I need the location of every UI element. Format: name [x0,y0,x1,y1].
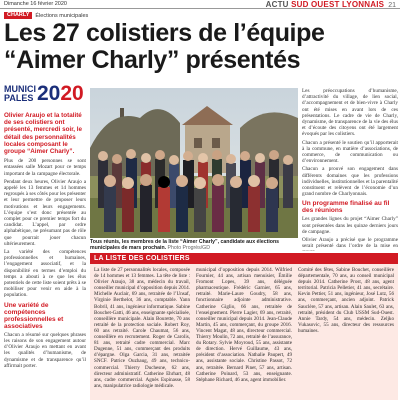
page-number: 21 [388,1,396,9]
box-column-3: Comité des fêtes, Sabine Bouchet, conseillère départementale, 70 ans, au conseil municipal depuis 2014. Catherine Prost, 48 ans, agent territorial. Patricia Pelletier, 41 ans, secrétaire. Kevin Pettier, 51 ans, ingénieur, José Lutz, 56 ans, commerçant, ancien adjoint. Patrick Sauclère, 57 ans, artisan. Alain Saulet, 63 ans, retraité, président du Club USSM Sud-Ouest. Annie Tardy, 54 ans, médecin. Zeljko Vukasovic, 55 ans, directeur des ressources humaines. [298,267,394,334]
issue-date: Dimanche 16 février 2020 [4,1,67,7]
section-wrap [266,0,396,9]
article-paragraph: Chacun a résumé sur quelques phrases les raisons de son engagement autour d’Olivier Araujo en mettant en avant les qualités d’humanisme, de dynamisme et de transparence qu’il affirmait porter. [4,331,86,369]
article-subheading: Une variété de compétences professionnelles et associatives [4,301,64,330]
article-paragraph: Plus de 200 personnes se sont entassées salle Mozart pour ce temps important de la campagne électorale. [4,158,86,177]
article-paragraph: Olivier Araujo a précisé que le programme serait présenté dans l’ordre de la mise en [302,237,398,250]
article-paragraph: Pendant deux heures, Olivier Araujo a appelé les 13 femmes et 14 hommes regroupés à ses côtés pour les présenter et leur permettre de proposer leurs motivations et leurs engagements. L’équipe s’est donc présentée au complet pour ce premier temps fort du candidat. L’appel, par ordre alphabétique, ne présumant pas de rôle que pourrait jouer chacun ultérieurement. [4,178,86,247]
rubric-label: Élections municipales [35,12,89,19]
box-column-2: municipal d’opposition depuis 2014. Wilfried Fournier, 44 ans, artisan menuisier, Émilie Fromont Lopes, 39 ans, déléguée pharmaceutique. Frédéric Garnier, 65 ans, retraité. Marie-Laure Goudry, 58 ans, fonctionnaire adjointe administrative. Catherine Giglio, 66 ans, retraitée de l’enseignement. Pierre Lagier, 69 ans, retraité, conseiller municipal depuis 2014. Jean-Claude Martin, 45 ans, commerçant, du groupe 2016. Vincent Magat, 48 ans, directeur commercial. Thierry Moulin, 72 ans, retraité de l’assurance, du Rotary. Sylvie Moyroud, 55 ans, assistante de direction. Hervé Guillaume, 43 ans, président d’association. Nathalie Paupert, 49 ans, assistante sociale. Christine Passot, 72 ans, retraitée. Bernard Pinet, 57 ans, artisan. Catherine Poinard, 53 ans, enseignante. Stéphane Richard, 46 ans, agent immobilier. [196,267,292,383]
article-paragraph: Les grandes lignes du projet “Aimer Charly” sont présentées dans les quinze derniers jours de campagne. [302,216,398,235]
article-paragraph: Chacun a présenté le soutien qu’il apporterait à la commune, en matière d’associations, de commerce, de communication ou d’environnement. [302,139,398,165]
photo-caption [90,239,298,251]
article-paragraph: Chacun a prouvé son engagement dans différents domaines que les professions individuelles, institutionnelles et la parentalité constituent et relèvent de l’économie d’un grand nombre de Charlyonnais. [302,166,398,198]
page-header [0,0,400,9]
location-tag: CHARLY [4,12,32,19]
article-column-right [302,88,398,251]
section-title: ACTU SUD OUEST LYONNAIS [265,0,385,9]
municipales-logo: MUNICI PALES 2020 [4,82,84,105]
article-paragraph: Les préoccupations d’humanisme, d’attractivité du village, de lien social, d’accompagnement et de bien-vivre à Charly ont été mises en avant lors de ces présentations. Le cadre de vie de Charly, dynamisme, de transparence de la vie des élus et d’écoute des citoyens ont été largement évoqués par les colistiers. [302,88,398,138]
article-paragraph: La variété des compétences professionnelles et humaines, l’engagement associatif, et la disponibilité en termes d’emploi du temps a abouti à ce que les élus potentiels de cette liste soient prêts à se mobiliser pour venir en aide à la population. [4,249,86,299]
photo-credit: Photo Progrès/GD [166,245,210,251]
box-column-1: La liste de 27 personnalités locales, composée de 14 hommes et 13 femmes. La tête de liste : Olivier Araujo, 38 ans, médecin du travail, conseiller municipal d’opposition depuis 2014. Michelle Auclair, 69 ans, retraitée de l’Unsaf, Virginie Berthelot, 36 ans, comptable. Yann Bobril, 41 ans, ingénieur informatique. Sabine Bouchet-Gatti, 46 ans, enseignante spécialisée, conseillère municipale. Alain Bourette, 70 ans retraité de la protection sociale. Robert Roy, 60 ans retraité. Carole Chaumat, 56 ans, conseillère en recrutement. Roger de Carolis, 81 ans, retraité cadre commercial. Marc Dugenne, 51 ans, commerçant des produits d’épargne. Olga Garcia, 31 ans, retraitée SNCF. Patrice Ouzhaug, 49 ans, technico-commercial. Thierry Duchesne, 62 ans, directeur administratif. Catherine Ehrhart, 48 ans, cadre commercial. Agnès Espinasse, 58 ans, manipulatrice radiologie médicale. [94,267,190,389]
caption-text: Tous réunis, les membres de la liste “Aimer Charly”, candidate aux élections municipales de mars prochain. [90,239,280,251]
colistiers-box [90,253,398,400]
kicker [4,12,88,19]
team-photo [90,88,298,238]
box-title: LA LISTE DES COLISTIERS [90,253,398,264]
article-lead: Olivier Araujo et la totalité de ses colistiers ont présenté, mercredi soir, le détail des personnalités locales composant le groupe “Aimer Charly”. [4,112,83,156]
headline-line-2: “Aimer Charly” présentés [4,46,301,74]
headline [4,20,398,74]
headline-line-1: Les 27 colistiers de l’équipe [4,19,325,47]
article-subheading: Un programme finalisé au fil des réunions [302,200,390,215]
article-column-left [4,112,86,400]
